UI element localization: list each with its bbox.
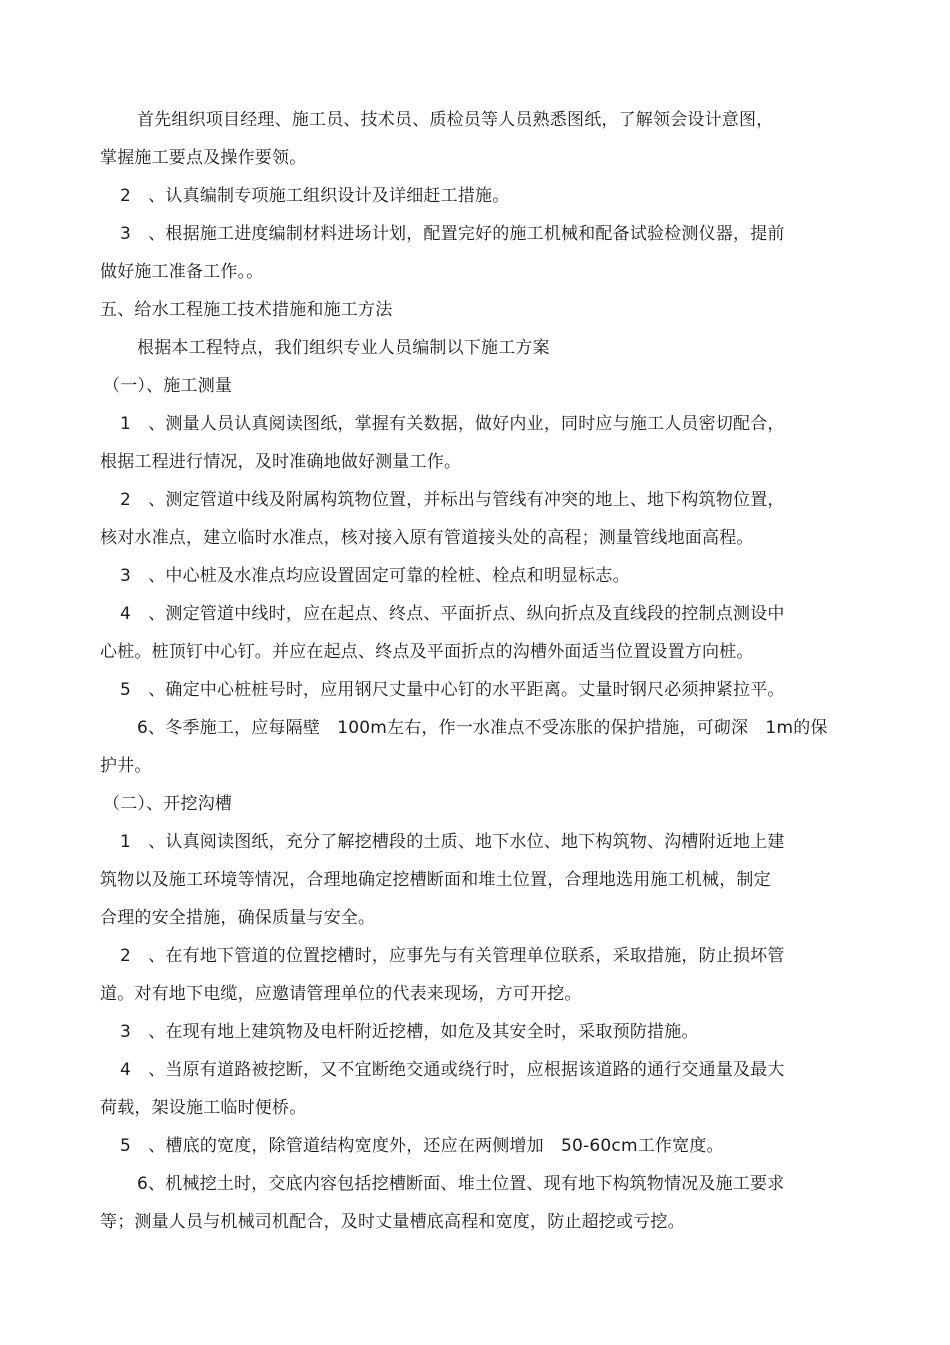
subsection-heading: （二）、开挖沟槽 <box>103 794 233 814</box>
section-heading: 五、给水工程施工技术措施和施工方法 <box>100 300 393 320</box>
paragraph-line: 5 、槽底的宽度，除管道结构宽度外，还应在两侧增加 50-60cm工作宽度。 <box>120 1136 724 1156</box>
paragraph-line: 3 、中心桩及水准点均应设置固定可靠的栓桩、栓点和明显标志。 <box>120 566 630 586</box>
paragraph-line: 4 、当原有道路被挖断，又不宜断绝交通或绕行时，应根据该道路的通行交通量及最大 <box>120 1060 785 1080</box>
paragraph-line: 等；测量人员与机械司机配合，及时丈量槽底高程和宽度，防止超挖或亏挖。 <box>100 1212 685 1232</box>
subsection-heading: （一）、施工测量 <box>103 376 233 396</box>
paragraph-line: 根据本工程特点，我们组织专业人员编制以下施工方案 <box>137 338 550 358</box>
paragraph-line: 2 、认真编制专项施工组织设计及详细赶工措施。 <box>120 186 510 206</box>
paragraph-line: 1 、测量人员认真阅读图纸，掌握有关数据，做好内业，同时应与施工人员密切配合， <box>120 414 785 434</box>
paragraph-line: 6、机械挖土时，交底内容包括挖槽断面、堆土位置、现有地下构筑物情况及施工要求 <box>137 1174 785 1194</box>
paragraph-line: 2 、在有地下管道的位置挖槽时，应事先与有关管理单位联系，采取措施，防止损坏管 <box>120 946 785 966</box>
paragraph-line: 5 、确定中心桩桩号时，应用钢尺丈量中心钉的水平距离。丈量时钢尺必须抻紧拉平。 <box>120 680 785 700</box>
paragraph-line: 3 、根据施工进度编制材料进场计划，配置完好的施工机械和配备试验检测仪器，提前 <box>120 224 785 244</box>
paragraph-line: 荷载，架设施工临时便桥。 <box>100 1098 307 1118</box>
paragraph-line: 4 、测定管道中线时，应在起点、终点、平面折点、纵向折点及直线段的控制点测设中 <box>120 604 785 624</box>
paragraph-line: 护井。 <box>100 756 152 776</box>
paragraph-line: 2 、测定管道中线及附属构筑物位置，并标出与管线有冲突的地上、地下构筑物位置， <box>120 490 785 510</box>
paragraph-line: 核对水准点，建立临时水准点，核对接入原有管道接头处的高程；测量管线地面高程。 <box>100 528 754 548</box>
paragraph-line: 道。对有地下电缆，应邀请管理单位的代表来现场，方可开挖。 <box>100 984 582 1004</box>
paragraph-line: 3 、在现有地上建筑物及电杆附近挖槽，如危及其安全时，采取预防措施。 <box>120 1022 699 1042</box>
paragraph-line: 合理的安全措施，确保质量与安全。 <box>100 908 376 928</box>
paragraph-line: 根据工程进行情况，及时准确地做好测量工作。 <box>100 452 462 472</box>
paragraph-line: 首先组织项目经理、施工员、技术员、质检员等人员熟悉图纸，了解领会设计意图， <box>137 110 774 130</box>
paragraph-line: 心桩。桩顶钉中心钉。并应在起点、终点及平面折点的沟槽外面适当位置设置方向桩。 <box>100 642 754 662</box>
paragraph-line: 1 、认真阅读图纸，充分了解挖槽段的土质、地下水位、地下构筑物、沟槽附近地上建 <box>120 832 785 852</box>
paragraph-line: 掌握施工要点及操作要领。 <box>100 148 307 168</box>
paragraph-line: 筑物以及施工环境等情况，合理地确定挖槽断面和堆土位置，合理地选用施工机械，制定 <box>100 870 771 890</box>
paragraph-line: 6、冬季施工，应每隔壁 100m左右，作一水准点不受冻胀的保护措施，可砌深 1m的保 <box>137 718 828 738</box>
paragraph-line: 做好施工准备工作。。 <box>100 262 264 282</box>
